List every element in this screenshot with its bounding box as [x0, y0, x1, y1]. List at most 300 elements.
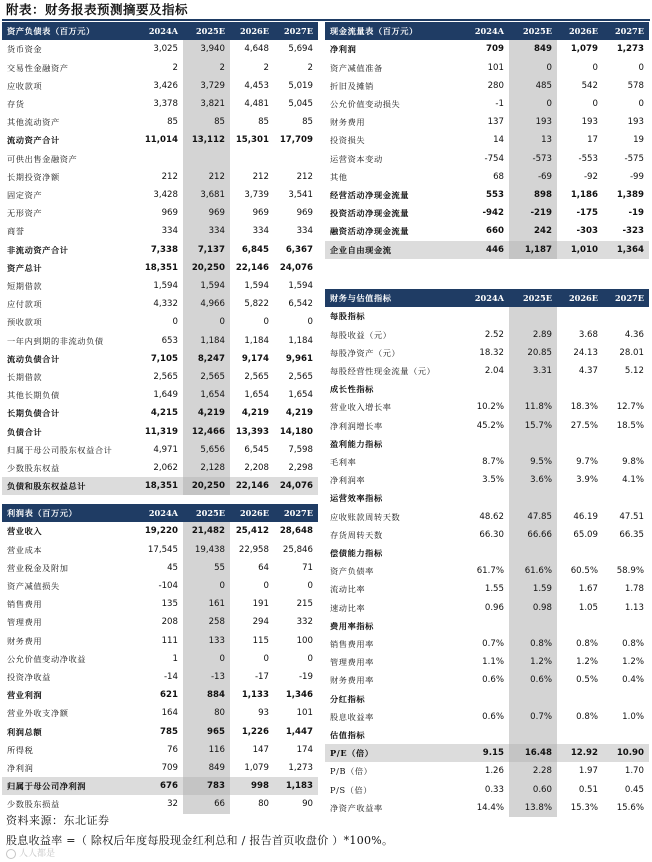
- cell-value: 0: [183, 313, 230, 331]
- cell-value: 9.8%: [622, 457, 644, 468]
- cell-value: 1.05: [578, 602, 598, 613]
- cell-value: [509, 435, 557, 453]
- cell-value: 1,594: [288, 281, 313, 292]
- cell-value: 101: [296, 708, 313, 719]
- cell-value: 24,076: [274, 477, 318, 495]
- cell-value: 191: [252, 599, 269, 610]
- column-header: 2026E: [230, 22, 274, 40]
- table-row: [2, 559, 318, 577]
- cell-value: 783: [183, 777, 230, 795]
- cell-value: 47.51: [619, 511, 644, 522]
- row-label: 归属于母公司净利润: [2, 777, 136, 795]
- cell-value: 10.90: [603, 744, 649, 762]
- table-title: 现金流量表（百万元）: [325, 22, 461, 40]
- row-label: 财务费用: [330, 117, 366, 128]
- cell-value: [183, 150, 230, 168]
- cell-value: 193: [627, 117, 644, 128]
- table-row: [2, 577, 318, 595]
- cell-value: -104: [158, 581, 178, 591]
- cell-value: 4.37: [578, 366, 598, 376]
- cell-value: 100: [296, 635, 313, 646]
- watermark-text: 人人都是: [19, 849, 56, 859]
- cell-value: 2,565: [288, 372, 313, 383]
- cell-value: 48.62: [479, 511, 504, 522]
- cell-value: [509, 307, 557, 325]
- row-label: 每股收益（元）: [330, 329, 392, 340]
- cell-value: 3.5%: [482, 475, 504, 486]
- cell-value: 137: [487, 117, 504, 128]
- cell-value: 20,250: [183, 477, 230, 495]
- table-row: [2, 386, 318, 404]
- table-row: [325, 380, 649, 398]
- row-label: 成长性指标: [330, 384, 374, 395]
- cell-value: 12.7%: [616, 402, 644, 413]
- cell-value: [557, 435, 603, 453]
- cell-value: 1,594: [244, 281, 269, 292]
- cell-value: 1.0%: [622, 711, 644, 722]
- cell-value: 0: [263, 317, 269, 328]
- cell-value: 208: [161, 617, 178, 628]
- row-label: 净资产收益率: [330, 802, 383, 813]
- cell-value: 116: [183, 741, 230, 759]
- cell-value: 1.26: [484, 766, 504, 777]
- cell-value: 66.66: [509, 526, 557, 544]
- cell-value: 0: [307, 317, 313, 328]
- cell-value: [603, 617, 649, 635]
- cell-value: [461, 380, 509, 398]
- cell-value: [136, 150, 183, 168]
- cell-value: -573: [509, 150, 557, 168]
- row-label: 商誉: [7, 226, 25, 237]
- cell-value: 1.55: [484, 584, 504, 595]
- cell-value: 2.28: [509, 762, 557, 780]
- cell-value: 85: [167, 117, 178, 128]
- cell-value: 1,389: [616, 190, 644, 201]
- cell-value: [509, 617, 557, 635]
- cell-value: 93: [258, 708, 269, 719]
- cell-value: 2: [183, 59, 230, 77]
- cell-value: 7,598: [288, 444, 313, 455]
- cell-value: 3.9%: [576, 475, 598, 486]
- cell-value: 998: [230, 777, 274, 795]
- row-label: 负债和股东权益总计: [2, 477, 136, 495]
- column-header: 2024A: [461, 289, 509, 307]
- table-row: [2, 186, 318, 204]
- cell-value: 1,364: [603, 241, 649, 259]
- cell-value: [603, 435, 649, 453]
- cell-value: 8.7%: [482, 457, 504, 468]
- cell-value: 5,045: [288, 99, 313, 109]
- cell-value: 212: [252, 171, 269, 182]
- column-header: 2027E: [274, 22, 318, 40]
- cell-value: 621: [160, 690, 178, 701]
- cell-value: 0.51: [578, 784, 598, 795]
- cell-value: 2,298: [288, 463, 313, 474]
- cell-value: 19,438: [183, 541, 230, 559]
- cell-value: 111: [161, 635, 178, 646]
- cell-value: 0: [172, 317, 178, 328]
- cell-value: 18.5%: [616, 420, 644, 431]
- column-header: 2026E: [557, 22, 603, 40]
- cell-value: [509, 380, 557, 398]
- cell-value: 1.1%: [482, 657, 504, 668]
- cell-value: -99: [629, 171, 644, 182]
- table-title: 财务与估值指标: [325, 289, 461, 307]
- row-label: 净利润: [7, 763, 34, 774]
- cell-value: 2.52: [484, 329, 504, 340]
- table-row: [325, 222, 649, 240]
- row-label: 流动比率: [330, 584, 366, 595]
- cell-value: 1,079: [570, 44, 598, 55]
- cell-value: 1.70: [624, 766, 644, 777]
- cell-value: 15.7%: [509, 417, 557, 435]
- cell-value: [230, 150, 274, 168]
- cell-value: 64: [258, 562, 269, 573]
- cell-value: 13.8%: [509, 799, 557, 817]
- cell-value: 14.4%: [476, 802, 504, 813]
- table-row: [325, 453, 649, 471]
- table-row: [2, 632, 318, 650]
- row-label: 营业收入: [7, 526, 43, 537]
- cell-value: 1.97: [578, 766, 598, 777]
- row-label: 其他流动资产: [7, 117, 60, 128]
- cell-value: 334: [183, 222, 230, 240]
- cell-value: [557, 726, 603, 744]
- cell-value: 85: [302, 117, 313, 128]
- table-row: [2, 204, 318, 222]
- table-row: [2, 541, 318, 559]
- cell-value: 2.89: [509, 326, 557, 344]
- table-row: [2, 404, 318, 422]
- cell-value: 3,681: [183, 186, 230, 204]
- cell-value: 193: [509, 113, 557, 131]
- row-label: 长期投资净额: [7, 171, 60, 182]
- cell-value: -17: [254, 672, 269, 683]
- table-row: [325, 362, 649, 380]
- cell-value: [557, 617, 603, 635]
- cell-value: 11.8%: [509, 398, 557, 416]
- column-header: 2024A: [461, 22, 509, 40]
- row-label: 应付款项: [7, 299, 43, 310]
- table-row: [325, 326, 649, 344]
- cell-value: 0: [592, 62, 598, 73]
- row-label: 归属于母公司股东权益合计: [7, 444, 113, 455]
- table-header-row: [325, 22, 649, 40]
- cell-value: 13,393: [235, 426, 269, 437]
- table-row: [325, 489, 649, 507]
- cell-value: 1.67: [578, 584, 598, 595]
- cell-value: 1,079: [244, 763, 269, 774]
- cell-value: 1,133: [241, 690, 269, 701]
- row-label: 存货: [7, 99, 25, 109]
- row-label: 融资活动净现金流量: [330, 226, 410, 237]
- cell-value: 660: [486, 226, 504, 237]
- row-label: 非流动资产合计: [7, 244, 69, 255]
- cell-value: [557, 380, 603, 398]
- row-label: 经营活动净现金流量: [330, 190, 410, 201]
- cell-value: 20.85: [509, 344, 557, 362]
- table-row: [325, 708, 649, 726]
- cell-value: [461, 489, 509, 507]
- cell-value: 193: [581, 117, 598, 128]
- cell-value: 0: [509, 95, 557, 113]
- row-label: 营业外收支净额: [7, 708, 69, 719]
- cell-value: 542: [581, 80, 598, 91]
- cell-value: 1,186: [570, 190, 598, 201]
- cell-value: 19,220: [144, 526, 178, 537]
- row-label: 资产减值损失: [7, 581, 60, 591]
- cell-value: [557, 544, 603, 562]
- table-row: [2, 522, 318, 540]
- table-row: [2, 113, 318, 131]
- cell-value: 5.12: [624, 366, 644, 376]
- cell-value: 85: [183, 113, 230, 131]
- cell-value: -303: [576, 226, 598, 237]
- row-label: 预收款项: [7, 317, 43, 328]
- cell-value: 9,961: [285, 353, 313, 364]
- cell-value: 16.48: [509, 744, 557, 762]
- table-row: [325, 168, 649, 186]
- title-divider: [2, 19, 650, 21]
- column-header: 2026E: [230, 504, 274, 522]
- cell-value: 3,729: [183, 77, 230, 95]
- cell-value: 0.33: [484, 784, 504, 795]
- cell-value: 0.6%: [509, 671, 557, 689]
- cell-value: 0: [592, 99, 598, 109]
- cell-value: 1: [172, 653, 178, 664]
- row-label: 运营效率指标: [330, 493, 383, 504]
- row-label: 一年内到期的非流动负债: [7, 335, 104, 346]
- watermark-logo: [6, 847, 96, 861]
- row-label: 可供出售金融资产: [7, 153, 78, 164]
- table-header-row: [325, 289, 649, 307]
- dividend-yield-footnote: 股息收益率 =（ 除权后年度每股现金红利总和 / 报告首页收盘价 ）*100%。: [6, 834, 394, 847]
- cell-value: 5,656: [183, 441, 230, 459]
- row-label: P/E（倍）: [325, 744, 461, 762]
- table-row: [2, 95, 318, 113]
- cell-value: 0: [307, 581, 313, 591]
- cell-value: 1,654: [183, 386, 230, 404]
- row-label: P/B（倍）: [330, 766, 373, 777]
- cell-value: 3.31: [509, 362, 557, 380]
- table-row: [325, 186, 649, 204]
- cell-value: 242: [509, 222, 557, 240]
- row-label: 折旧及摊销: [330, 80, 374, 91]
- cell-value: 18,351: [136, 477, 183, 495]
- cell-value: 4,966: [183, 295, 230, 313]
- column-header: 2025E: [183, 504, 230, 522]
- table-title: 利润表（百万元）: [2, 504, 136, 522]
- cell-value: 80: [258, 799, 269, 810]
- row-label: 利润总额: [7, 726, 43, 737]
- table-row: [325, 77, 649, 95]
- column-header: 2025E: [509, 22, 557, 40]
- cell-value: 7,338: [150, 244, 178, 255]
- table-row: [2, 704, 318, 722]
- cell-value: 0.45: [624, 784, 644, 795]
- cell-value: 485: [509, 77, 557, 95]
- cell-value: 215: [296, 599, 313, 610]
- table-row: [2, 131, 318, 149]
- cell-value: 25,412: [235, 526, 269, 537]
- cell-value: 4,453: [244, 80, 269, 91]
- table-row: [325, 635, 649, 653]
- table-row: [2, 686, 318, 704]
- cell-value: 1,184: [183, 332, 230, 350]
- row-label: 分红指标: [330, 693, 366, 704]
- cell-value: 2: [172, 62, 178, 73]
- cell-value: 9.15: [461, 744, 509, 762]
- row-label: 营业利润: [7, 690, 43, 701]
- row-label: 企业自由现金流: [325, 241, 461, 259]
- cell-value: 334: [296, 226, 313, 237]
- cell-value: 1,447: [285, 726, 313, 737]
- cell-value: 0.7%: [509, 708, 557, 726]
- cell-value: 21,482: [183, 522, 230, 540]
- cell-value: 17,545: [147, 544, 178, 555]
- cell-value: -219: [509, 204, 557, 222]
- cell-value: 4,219: [285, 408, 313, 419]
- table-row: [325, 241, 649, 259]
- cell-value: 18.3%: [570, 402, 598, 413]
- cell-value: 1.13: [624, 602, 644, 613]
- row-label: 投资净收益: [7, 672, 51, 683]
- row-label: 投资活动净现金流量: [330, 208, 410, 219]
- cell-value: 13,112: [183, 131, 230, 149]
- cell-value: 1,184: [288, 335, 313, 346]
- cell-value: 1,010: [557, 241, 603, 259]
- cell-value: 15,301: [235, 135, 269, 146]
- row-label: 短期借款: [7, 281, 43, 292]
- cell-value: 969: [296, 208, 313, 219]
- cell-value: 1,187: [509, 241, 557, 259]
- cell-value: 0.96: [484, 602, 504, 613]
- cell-value: -754: [484, 153, 504, 164]
- cell-value: 46.19: [573, 511, 598, 522]
- row-label: 财务费用: [7, 635, 43, 646]
- cell-value: 27.5%: [570, 420, 598, 431]
- page-title: 附表：财务报表预测摘要及指标: [6, 2, 189, 17]
- cell-value: 90: [302, 799, 313, 810]
- cell-value: 15.6%: [616, 802, 644, 813]
- cell-value: -175: [576, 208, 598, 219]
- table-row: [325, 435, 649, 453]
- row-label: 每股指标: [330, 311, 366, 322]
- table-row: [2, 332, 318, 350]
- cell-value: 61.6%: [509, 562, 557, 580]
- cell-value: -13: [183, 668, 230, 686]
- table-row: [325, 762, 649, 780]
- cell-value: 965: [183, 723, 230, 741]
- row-label: 估值指标: [330, 730, 366, 741]
- row-label: 管理费用率: [330, 657, 374, 668]
- table-row: [325, 544, 649, 562]
- table-row: [325, 471, 649, 489]
- cell-value: 2,208: [244, 463, 269, 474]
- cell-value: 6,545: [244, 444, 269, 455]
- cell-value: 71: [302, 562, 313, 573]
- row-label: 流动资产合计: [7, 135, 60, 146]
- cell-value: 0.8%: [622, 639, 644, 650]
- row-label: 销售费用率: [330, 639, 374, 650]
- table-row: [2, 150, 318, 168]
- cell-value: 24.13: [573, 347, 598, 358]
- cell-value: 0.98: [509, 599, 557, 617]
- balance-sheet-table: [2, 22, 318, 495]
- table-row: [2, 595, 318, 613]
- cell-value: 1,226: [241, 726, 269, 737]
- table-row: [325, 744, 649, 762]
- cell-value: 0: [307, 653, 313, 664]
- row-label: 每股经营性现金流量（元）: [330, 366, 436, 376]
- cell-value: 1.2%: [576, 657, 598, 668]
- table-row: [325, 580, 649, 598]
- cell-value: -14: [163, 672, 178, 683]
- cell-value: [461, 435, 509, 453]
- cell-value: 0: [263, 653, 269, 664]
- cell-value: 3,541: [288, 190, 313, 201]
- cell-value: 174: [296, 744, 313, 755]
- cell-value: 7,137: [183, 241, 230, 259]
- cell-value: 5,019: [288, 80, 313, 91]
- cell-value: 212: [183, 168, 230, 186]
- row-label: 长期借款: [7, 372, 43, 383]
- row-label: 偿债能力指标: [330, 548, 383, 559]
- table-row: [2, 477, 318, 495]
- cell-value: 66: [183, 795, 230, 813]
- cell-value: 8,247: [183, 350, 230, 368]
- cell-value: 5,694: [288, 44, 313, 55]
- cell-value: 1,594: [183, 277, 230, 295]
- cell-value: 65.09: [573, 529, 598, 540]
- row-label: 营业税金及附加: [7, 562, 69, 573]
- table-row: [325, 150, 649, 168]
- table-row: [2, 59, 318, 77]
- cell-value: 17,709: [279, 135, 313, 146]
- column-header: 2026E: [557, 289, 603, 307]
- table-row: [325, 508, 649, 526]
- cell-value: 10.2%: [476, 402, 504, 413]
- cell-value: 20,250: [183, 259, 230, 277]
- cell-value: 24,076: [279, 262, 313, 273]
- row-label: 流动负债合计: [7, 353, 60, 364]
- cell-value: 653: [161, 335, 178, 346]
- cell-value: 1.78: [624, 584, 644, 595]
- cell-value: 4,648: [244, 44, 269, 55]
- table-row: [325, 417, 649, 435]
- cell-value: 3,378: [153, 99, 178, 109]
- cell-value: 3,940: [183, 40, 230, 58]
- table-row: [2, 613, 318, 631]
- cell-value: [461, 690, 509, 708]
- row-label: 销售费用: [7, 599, 43, 610]
- row-label: 净利润: [330, 44, 357, 55]
- cell-value: [603, 690, 649, 708]
- cell-value: 3,426: [153, 80, 178, 91]
- cell-value: 7,105: [150, 353, 178, 364]
- cell-value: 101: [487, 62, 504, 73]
- cell-value: 1,649: [153, 390, 178, 401]
- table-row: [2, 222, 318, 240]
- cell-value: 332: [296, 617, 313, 628]
- cell-value: [461, 544, 509, 562]
- cell-value: 4,215: [150, 408, 178, 419]
- cell-value: 1,654: [244, 390, 269, 401]
- row-label: 管理费用: [7, 617, 43, 628]
- cell-value: 76: [167, 744, 178, 755]
- cell-value: 334: [161, 226, 178, 237]
- row-label: 固定资产: [7, 190, 43, 201]
